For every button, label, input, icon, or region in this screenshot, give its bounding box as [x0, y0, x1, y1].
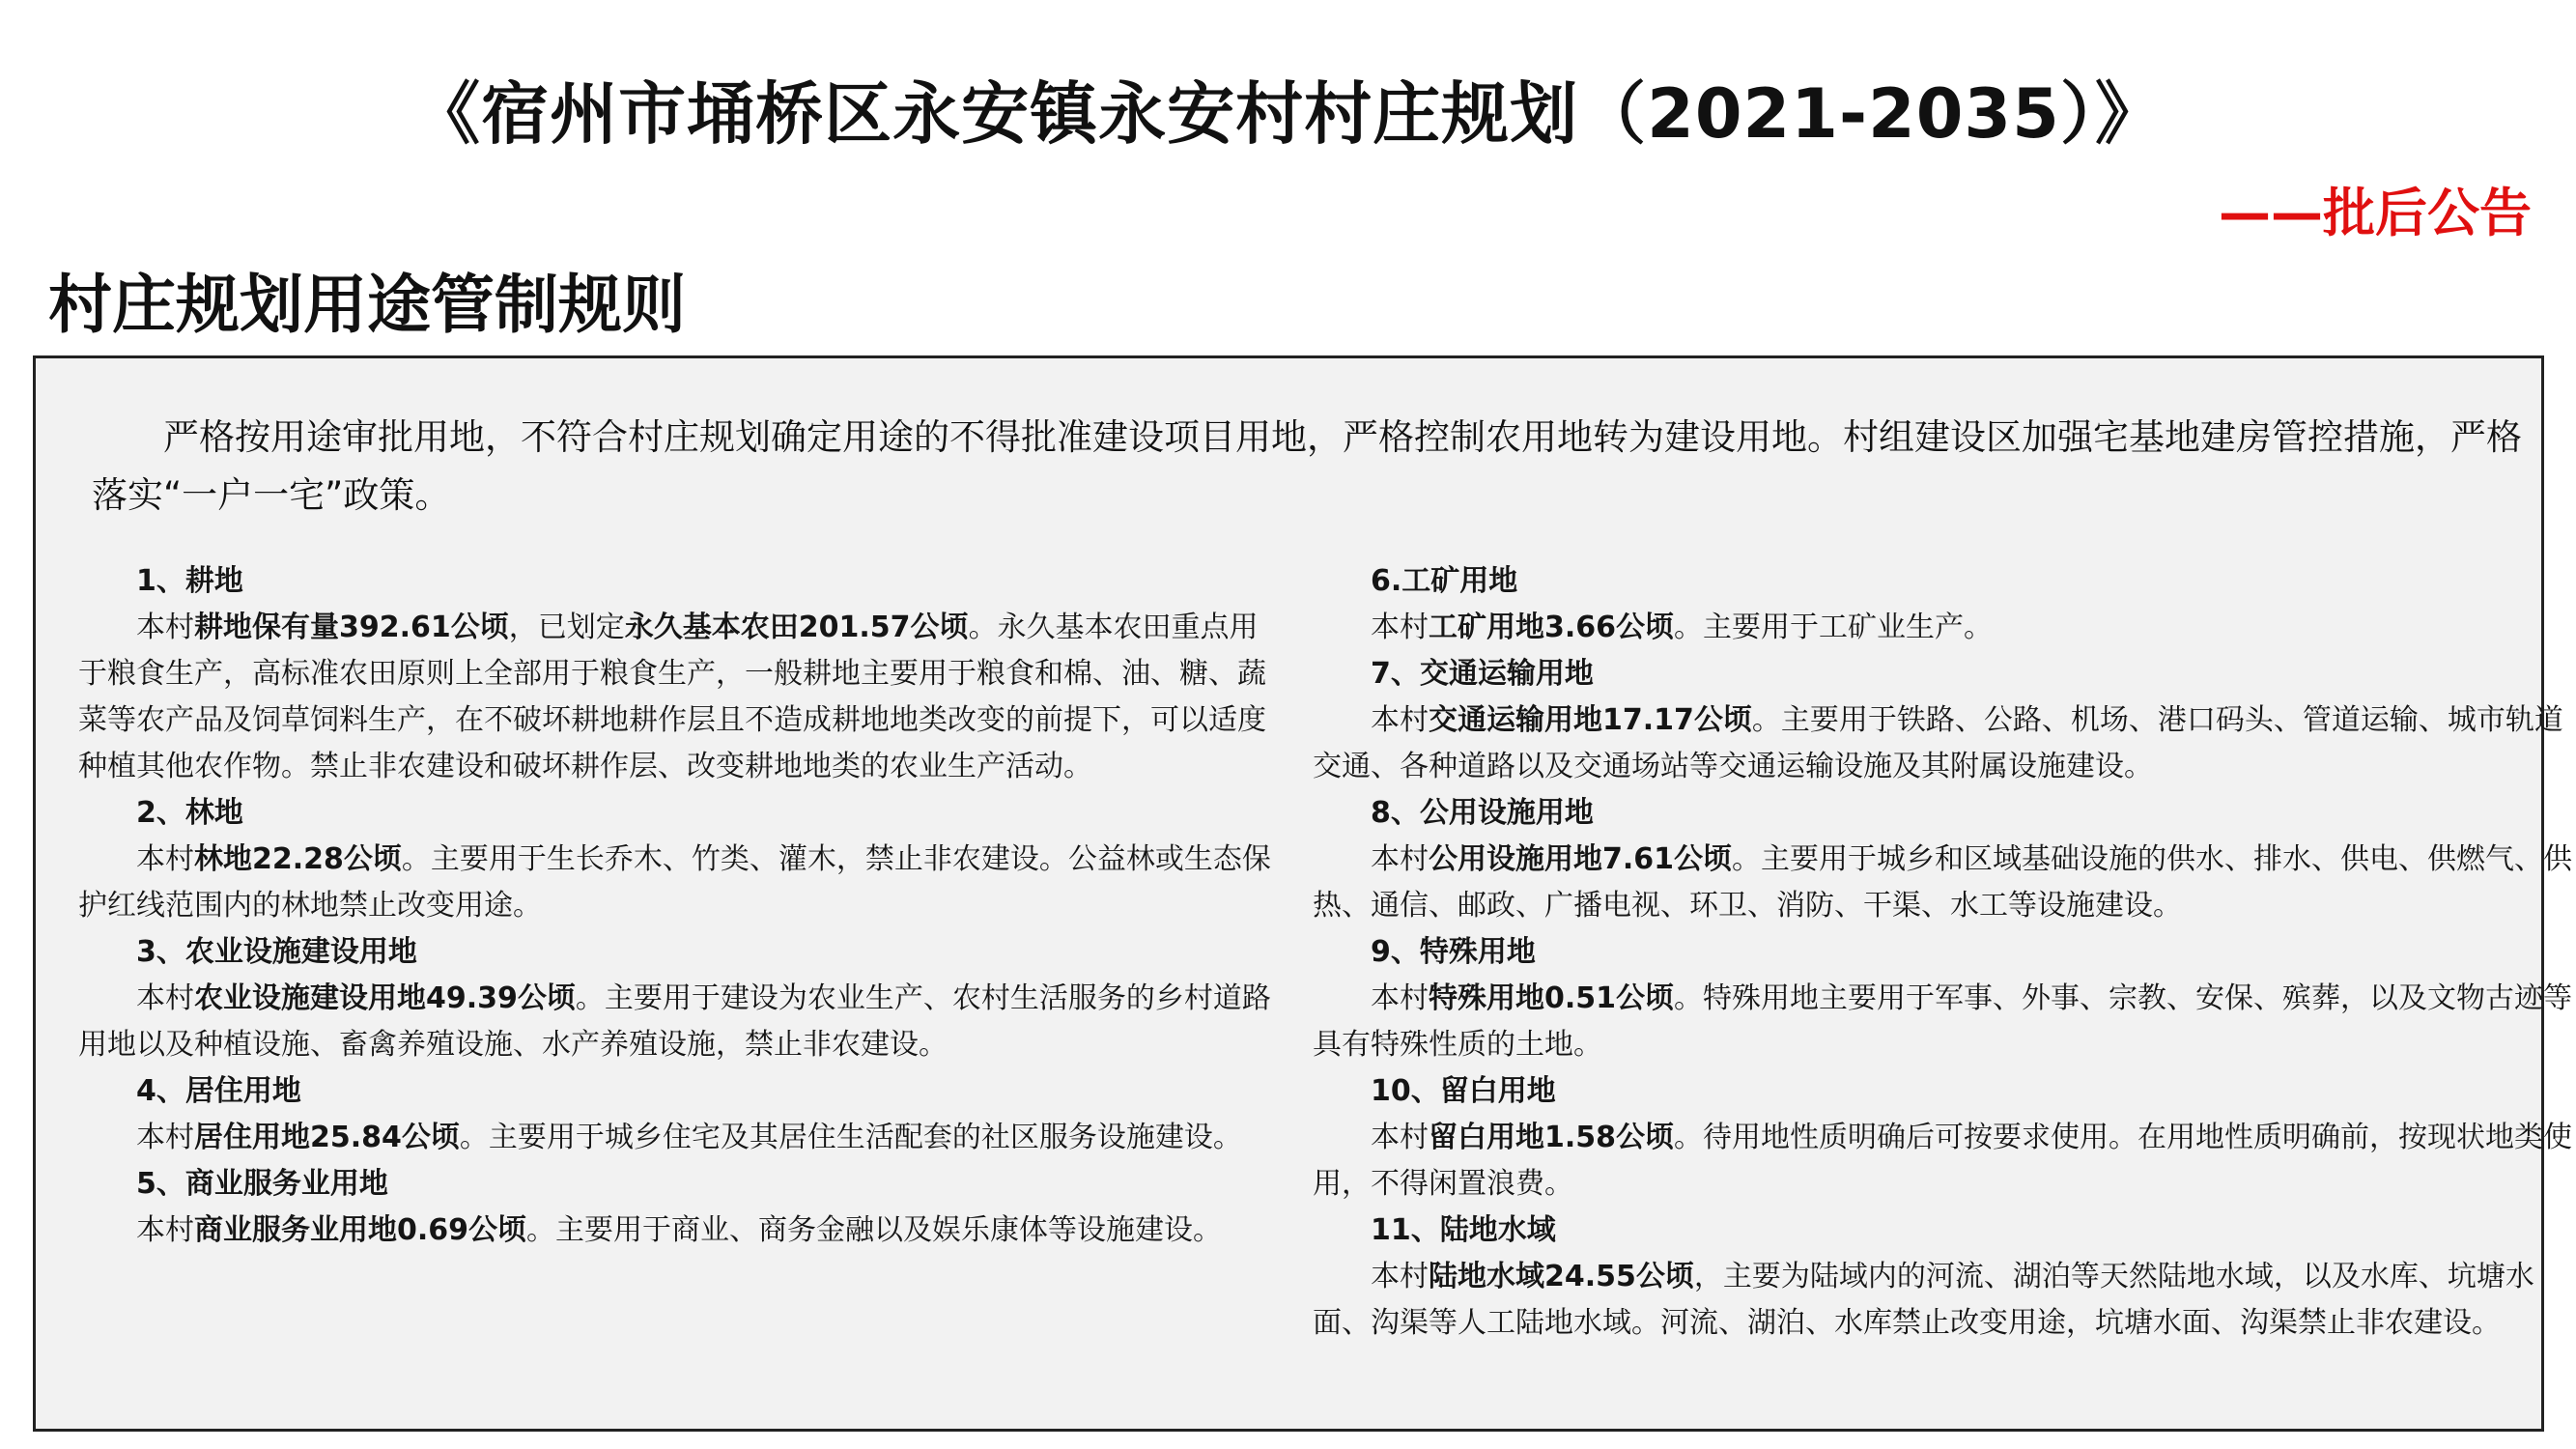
rules-panel [33, 355, 2573, 1432]
rule-text-industrial: 本村工矿用地3.66公顷。主要用于工矿业生产。 [1371, 611, 1994, 644]
intro-text: 严格按用途审批用地，不符合村庄规划确定用途的不得批准建设项目用地，严格控制农用地转为建设用地。村组建设区加强宅基地建房管控措施，严格落实“一户一宅”政策。 [92, 416, 2522, 516]
rule-text-residential: 本村居住用地25.84公顷。主要用于城乡住宅及其居住生活配套的社区服务设施建设。 [136, 1121, 1242, 1154]
rule-text-water: 本村陆地水域24.55公顷，主要为陆域内的河流、湖泊等天然陆地水域，以及水库、坑塘水面、沟渠等人工陆地水域。河流、湖泊、水库禁止改变用途，坑塘水面、沟渠禁止非农建设。 [1313, 1260, 2534, 1340]
page-title: 《宿州市埇桥区永安镇永安村村庄规划（2021-2035）》 [412, 74, 2164, 154]
rule-heading-industrial: 6.工矿用地 [1371, 564, 1518, 598]
rules-column-left [78, 558, 1276, 1254]
rules-column-right [1313, 558, 2576, 1347]
rule-text-reserved: 本村留白用地1.58公顷。待用地性质明确后可按要求使用。在用地性质明确前，按现状地类使用，不得闲置浪费。 [1313, 1121, 2573, 1201]
rule-heading-water: 11、陆地水域 [1371, 1213, 1556, 1247]
rule-heading-agri-facility: 3、农业设施建设用地 [136, 935, 417, 969]
page-subtitle: ——批后公告 [2219, 183, 2532, 243]
rule-text-commercial: 本村商业服务业用地0.69公顷。主要用于商业、商务金融以及娱乐康体等设施建设。 [136, 1213, 1223, 1247]
rule-heading-commercial: 5、商业服务业用地 [136, 1167, 388, 1201]
rule-text-cultivated: 本村耕地保有量392.61公顷，已划定永久基本农田201.57公顷。永久基本农田重点用于粮食生产，高标准农田原则上全部用于粮食生产，一般耕地主要用于粮食和棉、油、糖、蔬菜等农产品及饲草饲料生产，在不破坏耕地耕作层且不造成耕地地类改变的前提下，可以适度种植其他农作物。禁止非农建设和破坏耕作层、改变耕地地类的农业生产活动。 [78, 611, 1266, 783]
rule-heading-forest: 2、林地 [136, 796, 243, 830]
rule-text-transport: 本村交通运输用地17.17公顷。主要用于铁路、公路、机场、港口码头、管道运输、城市轨道交通、各种道路以及交通场站等交通运输设施及其附属设施建设。 [1313, 703, 2563, 783]
rule-heading-residential: 4、居住用地 [136, 1074, 301, 1108]
rule-heading-cultivated: 1、耕地 [136, 564, 243, 598]
rule-text-forest: 本村林地22.28公顷。主要用于生长乔木、竹类、灌木，禁止非农建设。公益林或生态保护红线范围内的林地禁止改变用途。 [78, 842, 1271, 923]
rule-text-special: 本村特殊用地0.51公顷。特殊用地主要用于军事、外事、宗教、安保、殡葬，以及文物古迹等具有特殊性质的土地。 [1313, 981, 2573, 1062]
intro-paragraph [92, 409, 2526, 525]
rule-heading-utility: 8、公用设施用地 [1371, 796, 1594, 830]
rule-heading-special: 9、特殊用地 [1371, 935, 1536, 969]
rule-heading-reserved: 10、留白用地 [1371, 1074, 1556, 1108]
section-heading: 村庄规划用途管制规则 [48, 268, 686, 342]
rule-heading-transport: 7、交通运输用地 [1371, 657, 1594, 691]
rule-text-utility: 本村公用设施用地7.61公顷。主要用于城乡和区域基础设施的供水、排水、供电、供燃气、供热、通信、邮政、广播电视、环卫、消防、干渠、水工等设施建设。 [1313, 842, 2573, 923]
rule-text-agri-facility: 本村农业设施建设用地49.39公顷。主要用于建设为农业生产、农村生活服务的乡村道路用地以及种植设施、畜禽养殖设施、水产养殖设施，禁止非农建设。 [78, 981, 1271, 1062]
